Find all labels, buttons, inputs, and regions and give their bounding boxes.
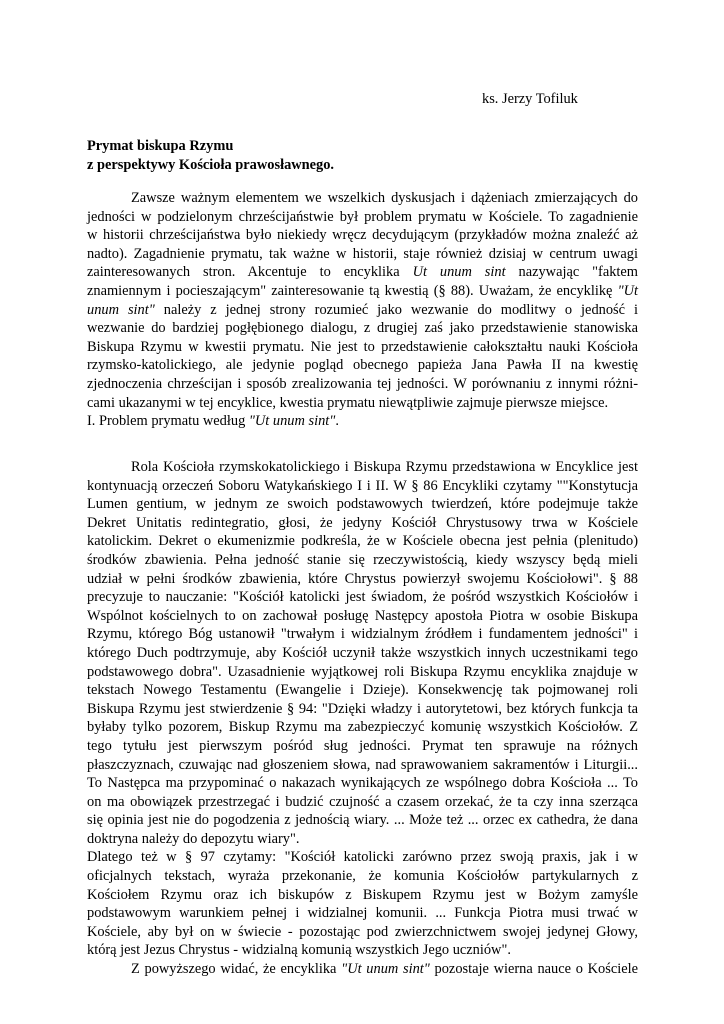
- text-line: Dekret Unitatis redintegratio, głosi, że jedyny Kościół Chrystusowy trwa w Kościele: [87, 514, 638, 531]
- text-line: zjednoczenia chrześcijan i sposób zrealizowania tej jedności. W porównaniu z innymi różni-: [87, 375, 638, 392]
- text-line: cami ukazanymi w tej encyklice, kwestia prymatu niewątpliwie zajmuje pierwsze miejsce.: [87, 394, 609, 411]
- text-line: którego Duch podtrzymuje, aby Kościół uczynił także wszystkich innych uczestnikami tego: [87, 644, 638, 661]
- text-line: To Następca ma przypominać o nakazach wynikających ze wspólnego dobra Kościoła ... To: [87, 775, 638, 792]
- title-line-1: Prymat biskupa Rzymu: [87, 138, 234, 154]
- italic-title: unum sint": [87, 301, 155, 318]
- title-line-2: z perspektywy Kościoła prawosławnego.: [87, 156, 335, 173]
- text-line: Rola Kościoła rzymskokatolickiego i Biskupa Rzymu przedstawiona w Encyklice jest: [131, 459, 638, 475]
- text-line: Rzymu, którego Bóg ustanowił "trwałym i widzialnym źródłem i fundamentem jedności" i: [87, 626, 638, 643]
- text-line: znamiennym i pocieszającym" zainteresowanie tą kwestią (§ 88). Uważam, że encyklikę "Ut: [87, 282, 638, 299]
- text-line: podstawowym warunkiem pełnej i widzialnej komunii. ... Funkcja Piotra musi trwać w: [87, 905, 638, 922]
- text-line: podstawowego dobra". Uzasadnienie wyjątkowej roli Biskupa Rzymu encyklika znajduje w: [87, 663, 638, 680]
- italic-title: "Ut: [617, 282, 638, 299]
- text-line: środków zbawienia. Pełna jedność stanie się rzeczywistością, kiedy wszyscy będą mieli: [87, 551, 638, 568]
- text-line: Dlatego też w § 97 czytamy: "Kościół katolicki zarówno przez swoją praxis, jak i w: [87, 849, 638, 866]
- text-line: Wspólnot kościelnych to on zachował posługę Następcy apostoła Piotra w osobie Biskupa: [87, 607, 638, 624]
- text-line: tekstach Nowego Testamentu (Ewangelie i Dzieje). Konsekwencję tak pojmowanej roli: [87, 682, 638, 699]
- text-line: Lumen gentium, w jednym ze swoich podstawowych twierdzeń, które podejmuje także: [87, 496, 638, 513]
- text-line: byłaby tylko pozorem, Biskup Rzymu ma zabezpieczyć komunię wszystkich Kościołów. Z: [87, 719, 638, 736]
- text-line: się opinia jest nie do pogodzenia z jednością wiary. ... Może też ... orzec ex cathedra, że dana: [87, 812, 638, 829]
- section-body: [87, 458, 638, 979]
- text-line: precyzuje to nauczanie: "Kościół katolicki jest świadom, że pośród wszystkich Kościołów i: [87, 589, 638, 606]
- text-line: Biskupa Rzymu w kwestii prymatu. Nie jest to przedstawienie całokształtu nauki Kościoła: [87, 338, 638, 355]
- text-line: Kościele, aby był on w świecie - pozostając pod zwierzchnictwem swojej jedynej Głowy,: [87, 923, 638, 940]
- text-line: w historii chrześcijaństwa było niekiedy wręcz decydującym (przykładów można znaleźć aż: [87, 227, 638, 244]
- document-title: [87, 137, 334, 174]
- italic-title: Ut unum sint: [412, 264, 506, 281]
- text-line: oficjalnych tekstach, wyraża przekonanie, że komunia Kościołów partykularnych z: [87, 868, 638, 885]
- text-line: unum sint" należy z jednej strony rozumieć jako wezwanie do modlitwy o jedność i: [87, 301, 638, 318]
- text-line: wezwanie do bardziej pogłębionego dialogu, z drugiej zaś jako przedstawienie stanowiska: [87, 320, 638, 337]
- italic-title: "Ut unum sint": [341, 961, 430, 978]
- author-name: ks. Jerzy Tofiluk: [482, 91, 578, 107]
- text-line: on ma obowiązek przestrzegać i budzić czujność a czasem orzekać, że ta czy inna szerząca: [87, 793, 638, 810]
- text-line: płaszczyznach, czuwając nad głoszeniem słowa, nad sprawowaniem sakramentów i Liturgii...: [87, 756, 638, 773]
- text-line: którą jest Jezus Chrystus - widzialną komunią wszystkich Jego uczniów".: [87, 942, 511, 959]
- text-line: katolickim. Dekret o ekumenizmie podkreśla, że w Kościele obecna jest pełnia (plenitudo): [87, 533, 638, 550]
- text-line: jedności w podzielonym chrześcijaństwie był problem prymatu w Kościele. To zagadnienie: [87, 208, 638, 225]
- section-heading: I. Problem prymatu według "Ut unum sint".: [87, 413, 339, 429]
- text-line: nadto). Zagadnienie prymatu, tak ważne w historii, staje również dzisiaj w centrum uwagi: [87, 245, 638, 262]
- text-line: Kościołem Rzymu oraz ich biskupów z Biskupem Rzymu jest w Bożym zamyśle: [87, 886, 638, 903]
- text-line: udział w pełni środków zbawienia, które Chrystus powierzył swojemu Kościołowi". § 88: [87, 570, 638, 587]
- text-line: Zawsze ważnym elementem we wszelkich dyskusjach i dążeniach zmierzających do: [131, 190, 638, 206]
- text-line: Biskupa Rzymu jest stwierdzenie § 94: "Dzięki władzy i autorytetowi, bez których funkcja ta: [87, 700, 638, 717]
- text-line: kontynuacją orzeczeń Soboru Watykańskiego I i II. W § 86 Encykliki czytamy ""Konstytucja: [87, 477, 638, 494]
- text-line: doktryna należy do depozytu wiary".: [87, 830, 300, 847]
- italic-title: "Ut unum sint": [248, 413, 336, 429]
- text-line: Z powyższego widać, że encyklika "Ut unum sint" pozostaje wierna nauce o Kościele: [131, 961, 638, 978]
- text-line: tego tytułu jest pierwszym pośród sług jedności. Prymat ten sprawuje na różnych: [87, 737, 638, 754]
- text-line: zainteresowanych stron. Akcentuje to encyklika Ut unum sint nazywając "faktem: [87, 264, 638, 281]
- text-line: rzymsko-katolickiego, ale jedynie pogląd obecnego papieża Jana Pawła II na kwestię: [87, 357, 638, 374]
- intro-paragraph: [87, 189, 638, 412]
